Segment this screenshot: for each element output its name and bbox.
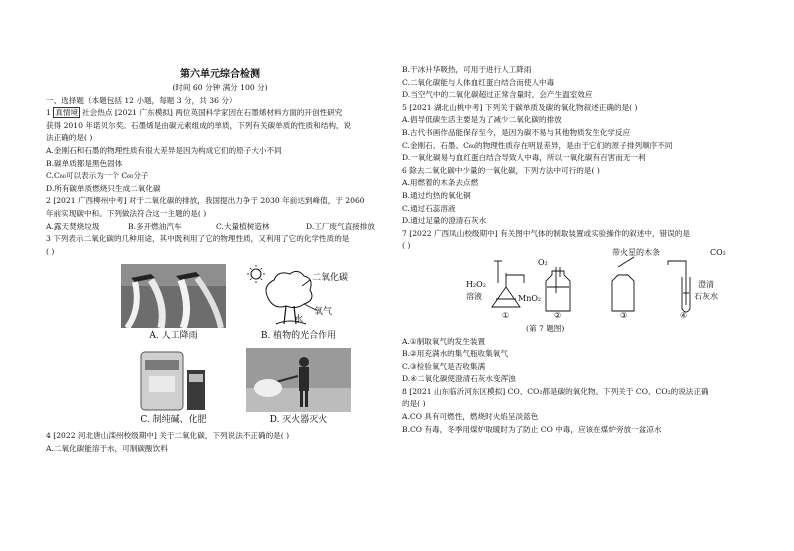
q6-option-d: D.通过足量的澄清石灰水	[402, 216, 487, 226]
q3-figures-row2	[116, 348, 356, 427]
q5-line1: 5 [2021 湖北山桃中考] 下列关于碳单质及碳的氧化物叙述正确的是( )	[402, 102, 638, 112]
right-column	[402, 64, 762, 436]
q7-option-b: B.②用充满水的集气瓶收集氧气	[402, 349, 508, 359]
q2-option-a: A.露天焚烧垃圾	[46, 221, 100, 231]
q2-options	[46, 221, 394, 234]
q2-option-d: D.工厂废气直接排放	[306, 221, 375, 231]
solution-label: 溶液	[466, 291, 482, 301]
co2-gas-label: CO₂	[710, 247, 726, 257]
figure-b-caption: B. 植物的光合作用	[260, 331, 337, 342]
mno2-label: MnO₂	[518, 293, 542, 303]
figure-d-caption: D. 灭火器灭火	[269, 415, 328, 426]
splint-label: 带火星的木条	[612, 247, 660, 257]
q7-line1: 7 [2022 广西凤山校级期中] 有关图中气体的制取装置或实验操作的叙述中，错误的是	[402, 228, 690, 238]
q1-number: 1	[46, 108, 51, 118]
q1-option-d: D.所有碳单质燃烧只生成二氧化碳	[46, 183, 161, 193]
q8-option-a: A.CO 具有可燃性，燃烧时火焰呈淡蓝色	[402, 412, 539, 422]
label-3: ③	[620, 310, 628, 320]
section-heading: 一、选择题（本题包括 12 小题，每题 3 分，共 36 分）	[46, 95, 237, 105]
co2-label: 二氧化碳	[312, 273, 349, 284]
q4-option-c: C.二氧化碳能与人体血红蛋白结合而使人中毒	[402, 77, 555, 87]
q6-option-b: B.通过灼热的氧化铜	[402, 190, 471, 200]
figure-a	[116, 264, 231, 343]
q8-line2: 的是( )	[402, 399, 426, 409]
q2-line2: 年前实现碳中和。下列做法符合这一主题的是( )	[46, 208, 207, 218]
q1-text: 社会热点 [2021 广东模拟] 两位英国科学家因在石墨烯材料方面的开创性研究	[82, 108, 343, 118]
figure-a-caption: A. 人工降雨	[149, 331, 198, 342]
q7-option-c: C.③检验氧气是否收集满	[402, 361, 486, 371]
o2-label: O₂	[538, 257, 548, 267]
q1-line1	[46, 107, 394, 120]
q4-option-a: A.二氧化碳能溶于水，可制碳酸饮料	[46, 443, 168, 453]
q4-option-d: D.当空气中的二氧化碳超过正常含量时，会产生温室效应	[402, 90, 593, 100]
q4-option-b: B.干冰升华吸热，可用于进行人工降雨	[402, 65, 532, 74]
q1-line3: 法正确的是( )	[46, 133, 93, 143]
q8-line1: 8 [2021 山东临沂河东区模拟] CO、CO₂都是碳的氧化物。下列关于 CO、CO₂的说法正确	[402, 386, 709, 396]
exam-meta: (时间 60 分钟 满分 100 分)	[172, 83, 268, 92]
q2-option-c: C.大量植树造林	[216, 221, 270, 231]
q5-option-b: B.古代书画作品能保存至今，是因为碳不易与其他物质发生化学反应	[402, 127, 631, 137]
q6-line1: 6 除去二氧化碳中少量的一氧化碳，下列方法中可行的是( )	[402, 165, 600, 175]
label-1: ①	[502, 310, 510, 320]
q1-option-a: A.金刚石和石墨的物理性质有很大差异是因为构成它们的原子大小不同	[46, 145, 282, 155]
left-column	[46, 60, 394, 456]
limewater-label-1: 澄清	[698, 279, 714, 289]
q3-figures-row1	[116, 264, 356, 343]
limewater-label-2: 石灰水	[694, 291, 718, 301]
q7-option-a: A.①制取氧气的发生装置	[402, 336, 486, 346]
figure-d	[241, 348, 356, 427]
q4-line1: 4 [2022 河北唐山滦州校级期中] 关于二氧化碳，下列说法不正确的是( )	[46, 431, 290, 441]
q6-option-a: A.用燃着的木条去点燃	[402, 178, 479, 188]
q5-option-a: A.倡导低碳生活主要是为了减少二氧化碳的排放	[402, 115, 562, 125]
q5-option-d: D.一氧化碳易与血红蛋白结合导致人中毒，所以一氧化碳有百害而无一利	[402, 153, 646, 163]
artificial-rain-photo	[121, 264, 226, 328]
figure-c	[116, 348, 231, 427]
q3-line2: ( )	[46, 246, 55, 256]
q5-option-c: C.金刚石、石墨、C₆₀的物理性质存在明显差异，是由于它们的原子排列顺序不同	[402, 140, 673, 150]
figure-c-caption: C. 制纯碱、化肥	[140, 415, 207, 426]
q7-option-d: D.④二氧化碳使澄清石灰水变浑浊	[402, 374, 516, 384]
q1-line2: 获得 2010 年诺贝尔奖。石墨烯是由碳元素组成的单质，下列有关碳单质的性质和结构，说	[46, 120, 352, 130]
q6-option-c: C.通过石蕊溶液	[402, 203, 456, 213]
water-label: 水	[294, 315, 304, 326]
figure-b	[241, 264, 356, 343]
fire-extinguisher-photo	[246, 348, 351, 412]
oxygen-label: 氧气	[314, 307, 333, 318]
q1-option-c: C.C₆₀可以表示为一个 C₆₀分子	[46, 171, 149, 181]
soda-fertilizer-photo	[121, 348, 226, 412]
q2-line1: 2 [2021 广西柳州中考] 对于二氧化碳的排放，我国提出力争于 2030 年前达到峰值，于 2060	[46, 196, 365, 206]
q7-apparatus-figure	[462, 247, 762, 323]
q1-option-b: B.碳单质都是黑色固体	[46, 158, 123, 168]
q8-option-b: B.CO 有毒，冬季用煤炉取暖时为了防止 CO 中毒，应该在煤炉旁放一盆凉水	[402, 424, 662, 434]
q3-line1: 3 下列表示二氧化碳的几种用途，其中既利用了它的物理性质，又利用了它的化学性质的是	[46, 234, 350, 244]
q1-tag: 真情境	[55, 108, 79, 118]
q7-line2: ( )	[402, 241, 411, 251]
page-title: 第六单元综合检测	[180, 69, 260, 80]
q7-figure-caption: (第 7 题图)	[526, 323, 565, 333]
photosynthesis-illustration	[246, 264, 351, 328]
label-4: ④	[680, 310, 688, 320]
h2o2-label: H₂O₂	[466, 279, 486, 289]
label-2: ②	[554, 310, 562, 320]
q2-option-b: B.多开燃油汽车	[128, 221, 182, 231]
